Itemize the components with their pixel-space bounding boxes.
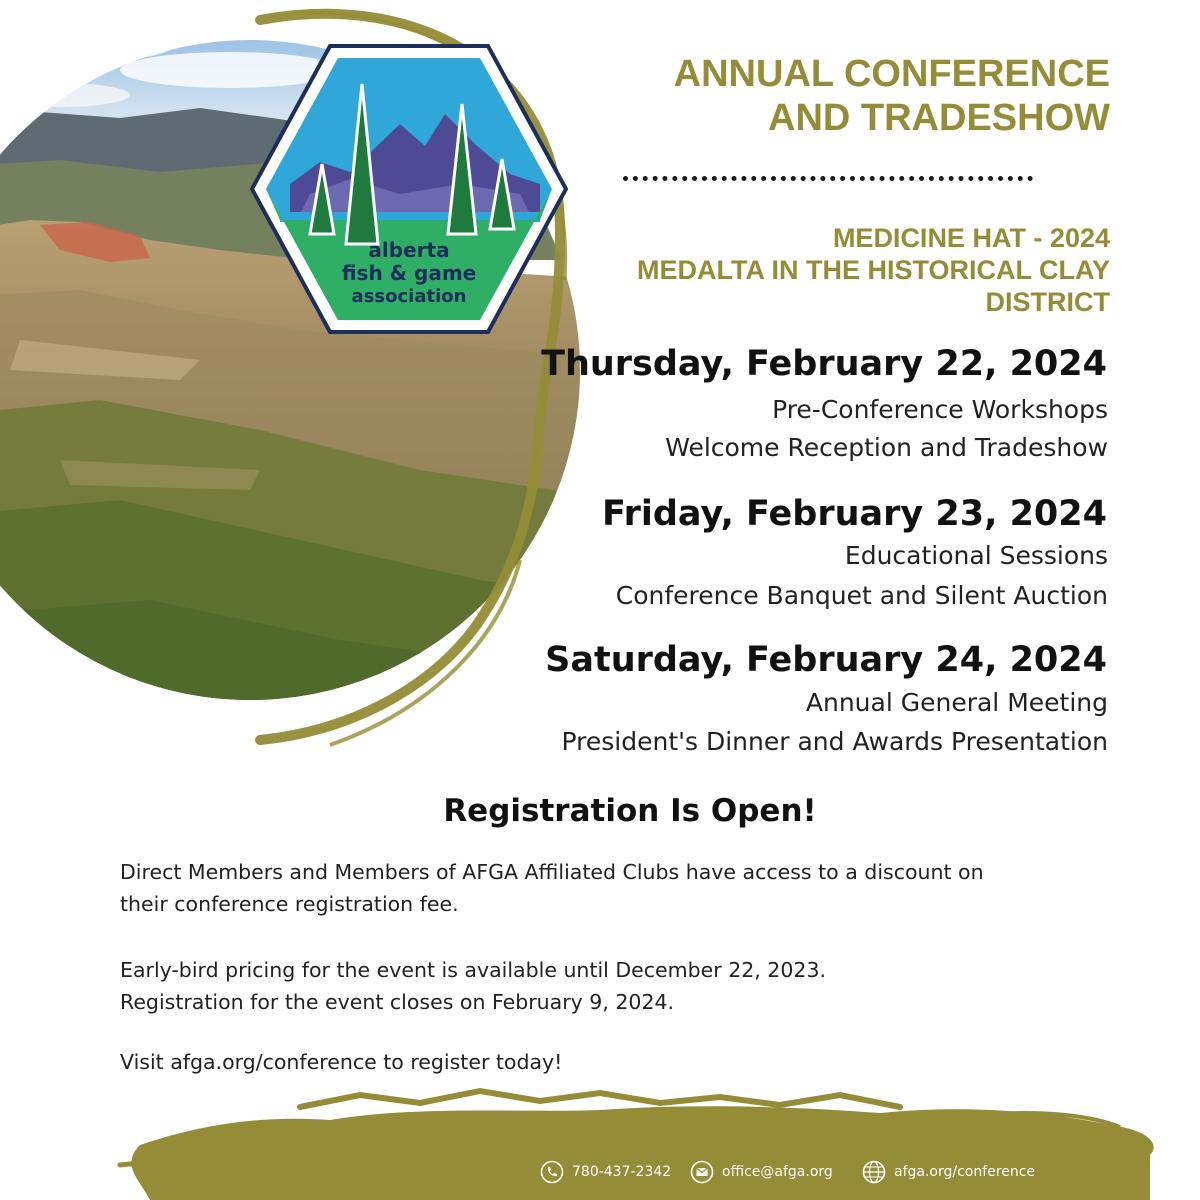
globe-icon <box>862 1160 886 1184</box>
page-title <box>674 52 1110 140</box>
logo-line3: association <box>351 286 467 307</box>
registration-text: Direct Members and Members of AFGA Affiliated Clubs have access to a discount on <box>120 860 984 884</box>
footer-phone[interactable] <box>540 1158 671 1186</box>
event-location <box>637 222 1110 318</box>
schedule-day-thursday: Thursday, February 22, 2024 <box>541 344 1107 384</box>
website-url: afga.org/conference <box>894 1164 1036 1180</box>
schedule-event: Welcome Reception and Tradeshow <box>665 433 1108 462</box>
footer-email[interactable] <box>690 1158 833 1186</box>
registration-text: Early-bird pricing for the event is available until December 22, 2023. <box>120 958 826 982</box>
title-line2: AND TRADESHOW <box>768 97 1110 139</box>
email-address: office@afga.org <box>722 1164 833 1180</box>
schedule-event: Annual General Meeting <box>805 688 1108 717</box>
phone-icon <box>540 1160 564 1184</box>
schedule-event: Conference Banquet and Silent Auction <box>615 581 1108 610</box>
registration-title: Registration Is Open! <box>443 793 817 829</box>
schedule-event: President's Dinner and Awards Presentation <box>561 727 1108 756</box>
email-icon <box>690 1160 714 1184</box>
registration-text: Visit afga.org/conference to register today! <box>120 1050 563 1074</box>
dotted-divider <box>623 176 1033 181</box>
schedule-day-friday: Friday, February 23, 2024 <box>601 494 1107 534</box>
title-line1: ANNUAL CONFERENCE <box>673 53 1110 95</box>
footer-website[interactable] <box>862 1158 1035 1186</box>
afga-logo <box>250 44 568 334</box>
schedule-event: Pre-Conference Workshops <box>772 395 1108 424</box>
phone-number: 780-437-2342 <box>572 1164 672 1180</box>
registration-text: their conference registration fee. <box>120 892 459 916</box>
logo-line1: alberta <box>368 238 450 262</box>
registration-text: Registration for the event closes on February 9, 2024. <box>120 990 675 1014</box>
schedule-day-saturday: Saturday, February 24, 2024 <box>545 640 1107 680</box>
schedule-event: Educational Sessions <box>844 541 1108 570</box>
location-line1: MEDICINE HAT - 2024 <box>832 223 1110 253</box>
logo-line2: fish & game <box>341 261 477 285</box>
location-line3: DISTRICT <box>985 287 1110 317</box>
location-line2: MEDALTA IN THE HISTORICAL CLAY <box>636 255 1110 285</box>
